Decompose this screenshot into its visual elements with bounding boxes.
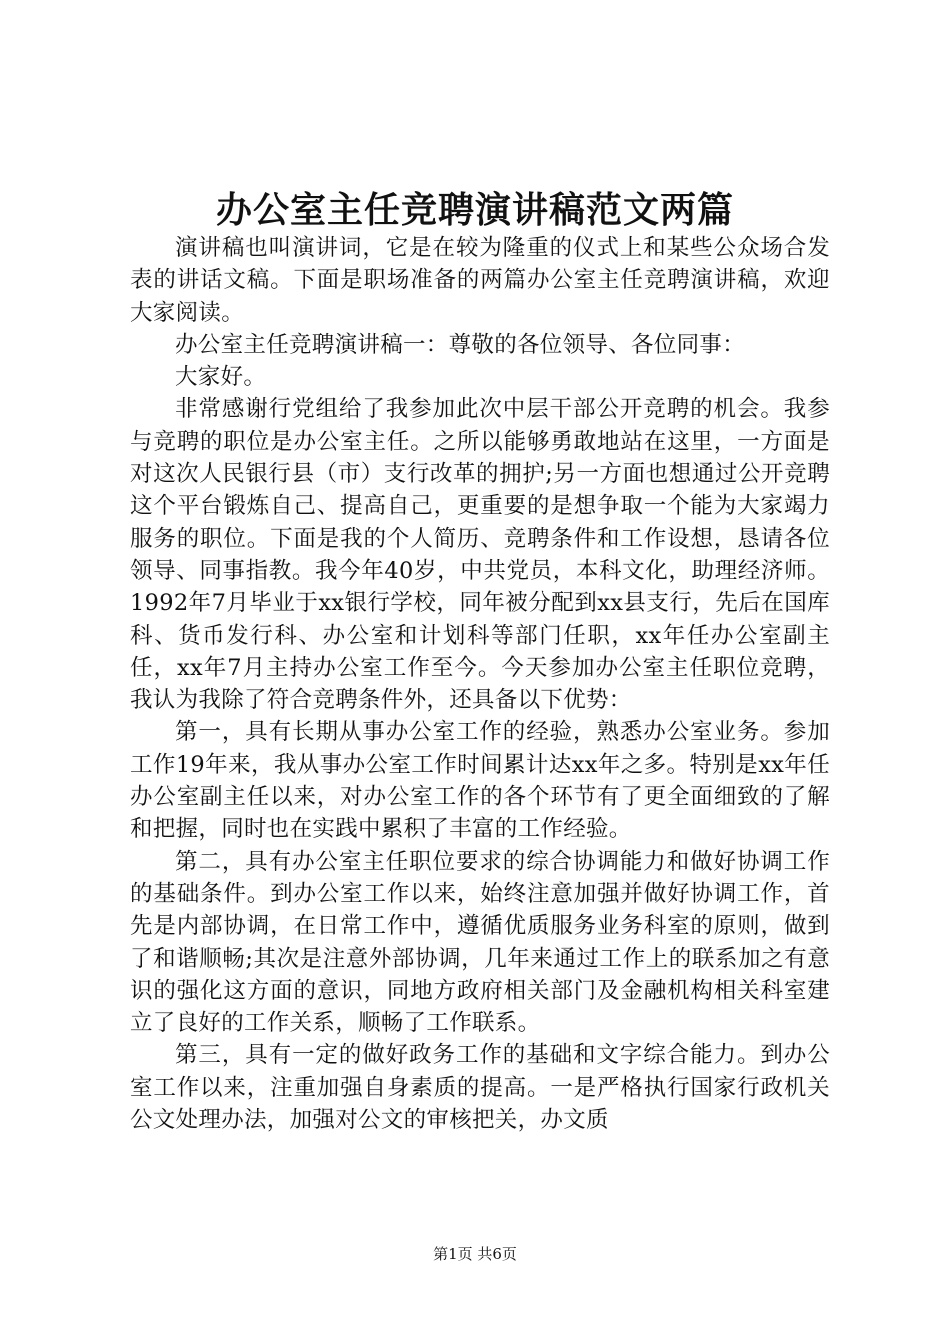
document-title: 办公室主任竞聘演讲稿范文两篇: [215, 189, 734, 231]
paragraph-advantage-one: 第一，具有长期从事办公室工作的经验，熟悉办公室业务。参加工作19年来，我从事办公室工作时间累计达xx年之多。特别是xx年任办公室副主任以来，对办公室工作的各个环节有了更全面细致的了解和把握，同时也在实践中累积了丰富的工作经验。: [130, 719, 830, 843]
paragraph-intro: 演讲稿也叫演讲词，它是在较为隆重的仪式上和某些公众场合发表的讲话文稿。下面是职场准备的两篇办公室主任竞聘演讲稿，欢迎大家阅读。: [130, 235, 830, 326]
paragraph-advantage-three: 第三，具有一定的做好政务工作的基础和文字综合能力。到办公室工作以来，注重加强自身素质的提高。一是严格执行国家行政机关公文处理办法，加强对公文的审核把关，办文质: [130, 1042, 830, 1134]
document-body: [130, 232, 830, 1136]
page-footer: 第1页 共6页: [433, 1245, 517, 1263]
paragraph-advantage-two: 第二，具有办公室主任职位要求的综合协调能力和做好协调工作的基础条件。到办公室工作以来，始终注意加强并做好协调工作，首先是内部协调，在日常工作中，遵循优质服务业务科室的原则，做到了和谐顺畅;其次是注意外部协调，几年来通过工作上的联系加之有意识的强化这方面的意识，同地方政府相关部门及金融机构相关科室建立了良好的工作关系，顺畅了工作联系。: [130, 848, 830, 1037]
paragraph-self-introduction: 非常感谢行党组给了我参加此次中层干部公开竞聘的机会。我参与竞聘的职位是办公室主任。之所以能够勇敢地站在这里，一方面是对这次人民银行县（市）支行改革的拥护;另一方面也想通过公开竞聘这个平台锻炼自己、提高自己，更重要的是想争取一个能为大家竭力服务的职位。下面是我的个人简历、竞聘条件和工作设想，恳请各位领导、同事指教。我今年40岁，中共党员，本科文化，助理经济师。1992年7月毕业于xx银行学校，同年被分配到xx县支行，先后在国库科、货币发行科、办公室和计划科等部门任职，xx年任办公室副主任，xx年7月主持办公室工作至今。今天参加办公室主任职位竞聘，我认为我除了符合竞聘条件外，还具备以下优势：: [130, 396, 830, 714]
paragraph-speech-heading: 办公室主任竞聘演讲稿一：尊敬的各位领导、各位同事：: [175, 331, 746, 358]
paragraph-greeting: 大家好。: [175, 364, 267, 391]
